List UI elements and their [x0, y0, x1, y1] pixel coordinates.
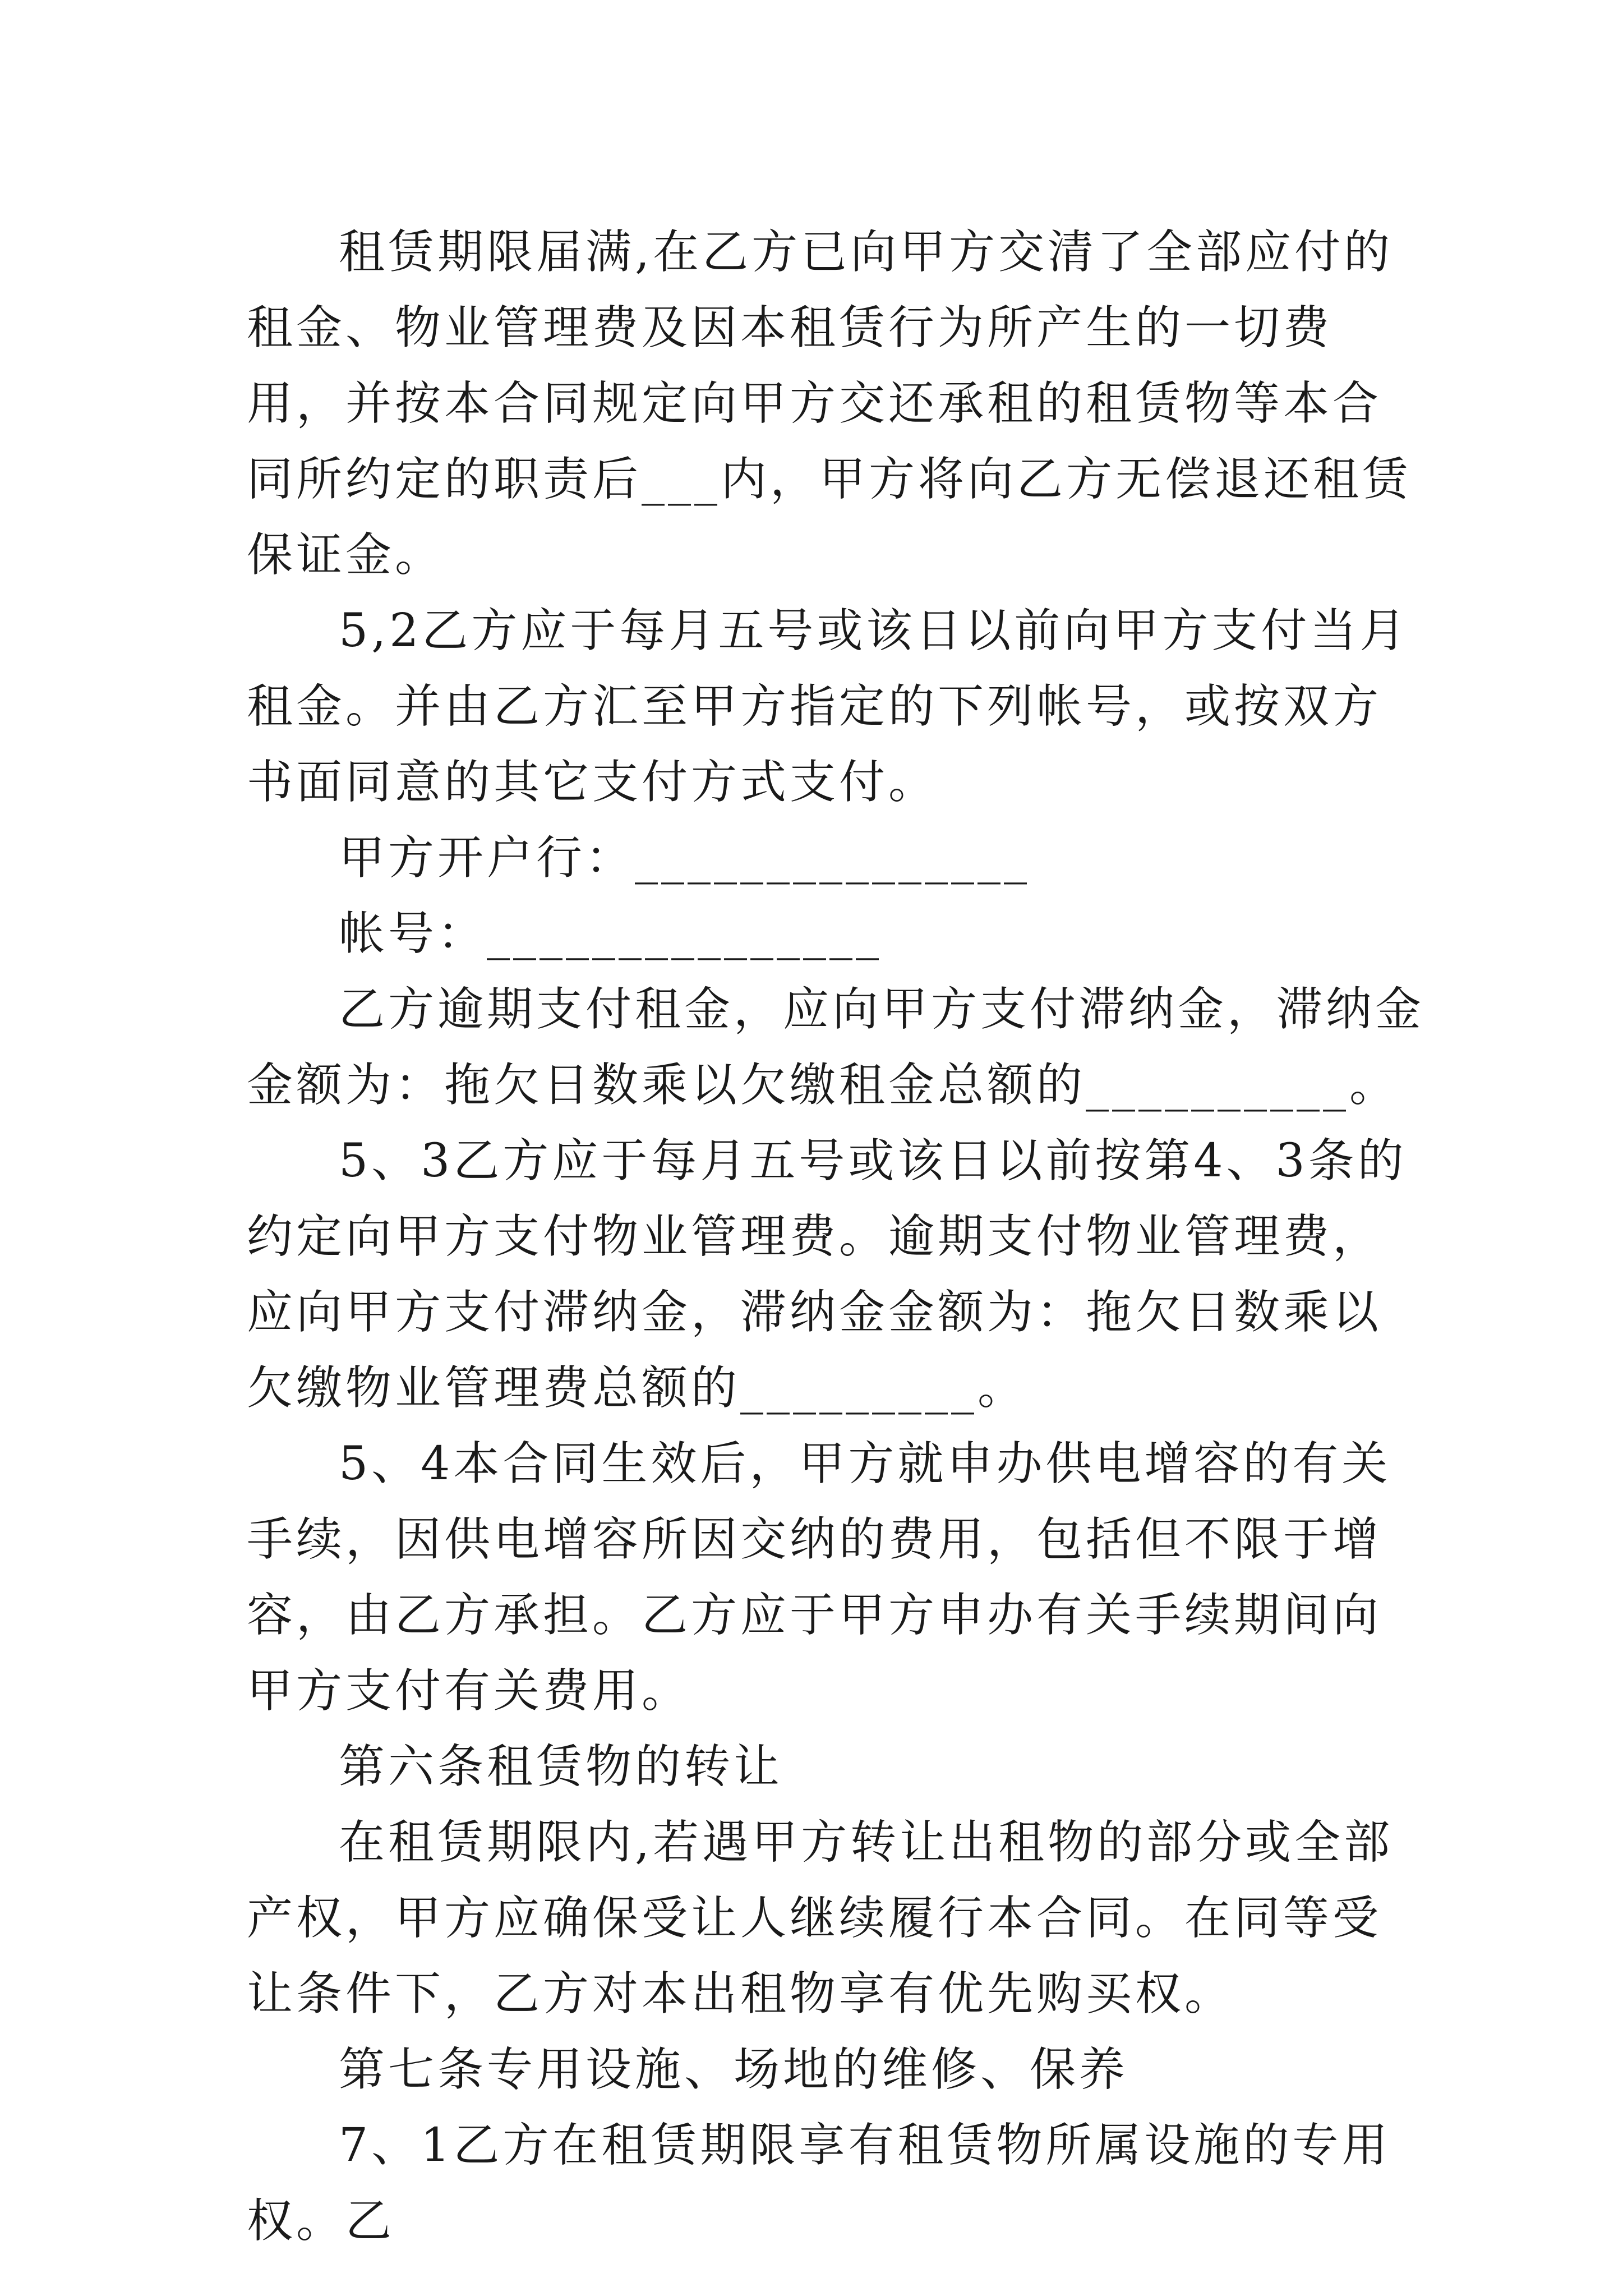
paragraph-account-number: 帐号：_______________ — [339, 907, 883, 960]
paragraph-5-3-property-management-fee: 5、3乙方应于每月五号或该日以前按第4、3条的约定向甲方支付物业管理费。逾期支付物业管理费，应向甲方支付滞纳金，滞纳金金额为：拖欠日数乘以欠缴物业管理费总额的_________。 — [247, 1134, 1407, 1415]
paragraph-7-1-exclusive-use: 7、1乙方在租赁期限享有租赁物所属设施的专用权。乙 — [247, 2119, 1391, 2248]
heading-article-7-maintenance: 第七条专用设施、场地的维修、保养 — [339, 2043, 1129, 2096]
paragraph-5-2-monthly-rent-payment: 5,2乙方应于每月五号或该日以前向甲方支付当月租金。并由乙方汇至甲方指定的下列帐号，或按双方书面同意的其它支付方式支付。 — [247, 604, 1409, 809]
paragraph-transfer-preemptive-right: 在租赁期限内,若遇甲方转让出租物的部分或全部产权，甲方应确保受让人继续履行本合同。在同等受让条件下，乙方对本出租物享有优先购买权。 — [247, 1816, 1394, 2021]
paragraph-late-rent-penalty: 乙方逾期支付租金，应向甲方支付滞纳金，滞纳金金额为：拖欠日数乘以欠缴租金总额的__________。 — [247, 983, 1425, 1112]
paragraph-bank-of-party-a: 甲方开户行：_______________ — [339, 831, 1031, 885]
document-body — [247, 214, 1424, 2259]
heading-article-6-transfer: 第六条租赁物的转让 — [339, 1740, 783, 1793]
paragraph-5-4-power-capacity-increase: 5、4本合同生效后，甲方就申办供电增容的有关手续，因供电增容所因交纳的费用，包括但不限于增容，由乙方承担。乙方应于甲方申办有关手续期间向甲方支付有关费用。 — [247, 1437, 1391, 1718]
paragraph-lease-expiry-deposit-refund: 租赁期限届满,在乙方已向甲方交清了全部应付的租金、物业管理费及因本租赁行为所产生的一切费用，并按本合同规定向甲方交还承租的租赁物等本合同所约定的职责后___内，甲方将向乙方无偿退还租赁保证金。 — [247, 226, 1412, 582]
